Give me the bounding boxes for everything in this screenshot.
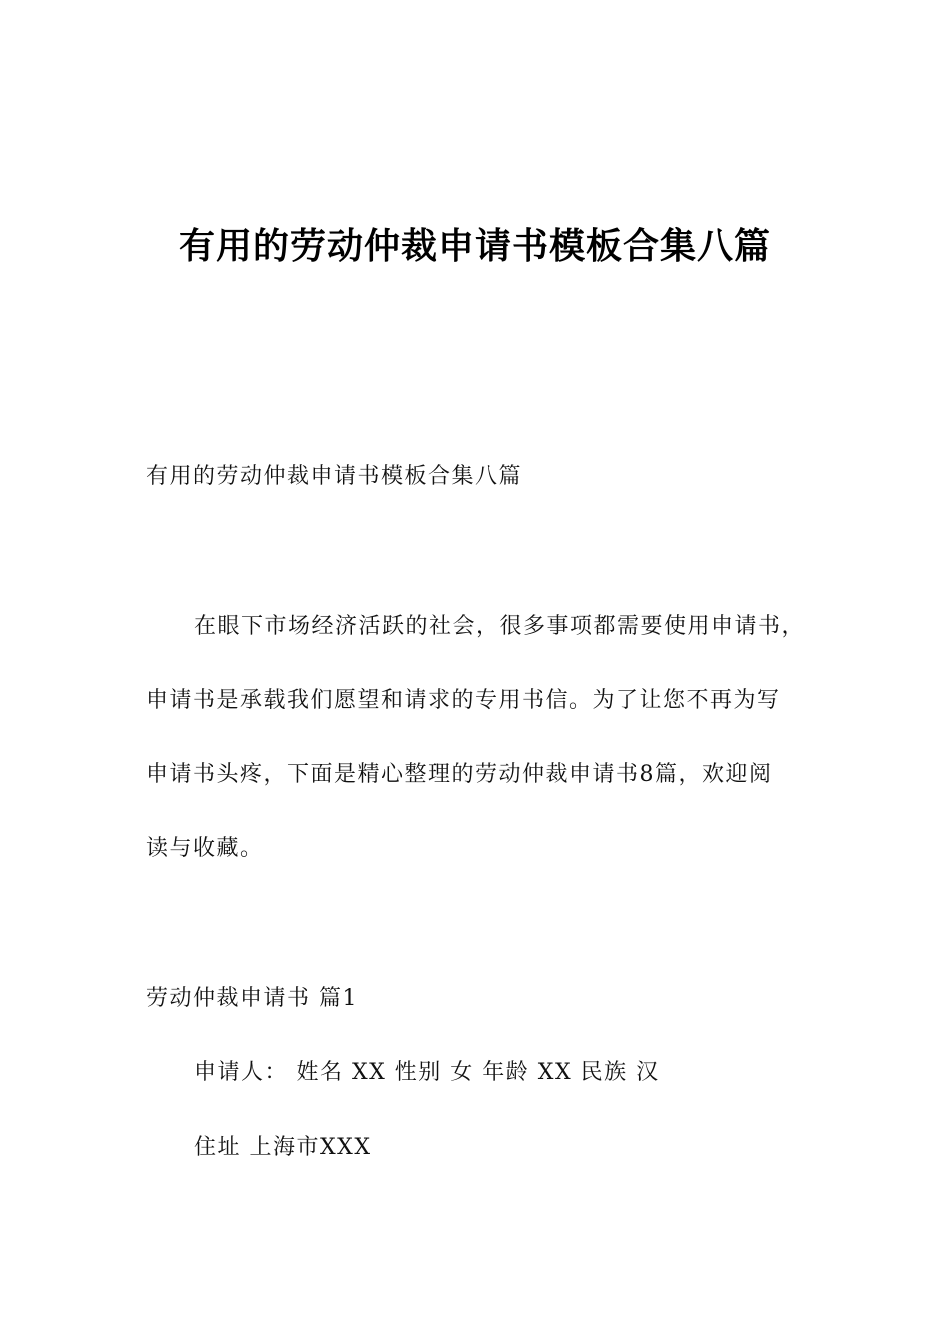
address-line: 住址 上海市XXX	[194, 1135, 372, 1160]
section-heading: 劳动仲裁申请书 篇1	[146, 986, 358, 1011]
intro-line-1: 在眼下市场经济活跃的社会，很多事项都需要使用申请书，	[194, 614, 806, 639]
document-subtitle: 有用的劳动仲裁申请书模板合集八篇	[146, 464, 523, 489]
applicant-line: 申请人： 姓名 XX 性别 女 年龄 XX 民族 汉	[194, 1060, 660, 1085]
intro-line-4: 读与收藏。	[146, 836, 264, 861]
intro-line-3: 申请书头疼，下面是精心整理的劳动仲裁申请书8篇，欢迎阅	[146, 762, 773, 787]
intro-line-2: 申请书是承载我们愿望和请求的专用书信。为了让您不再为写	[146, 688, 781, 713]
document-title: 有用的劳动仲裁申请书模板合集八篇	[178, 226, 771, 267]
